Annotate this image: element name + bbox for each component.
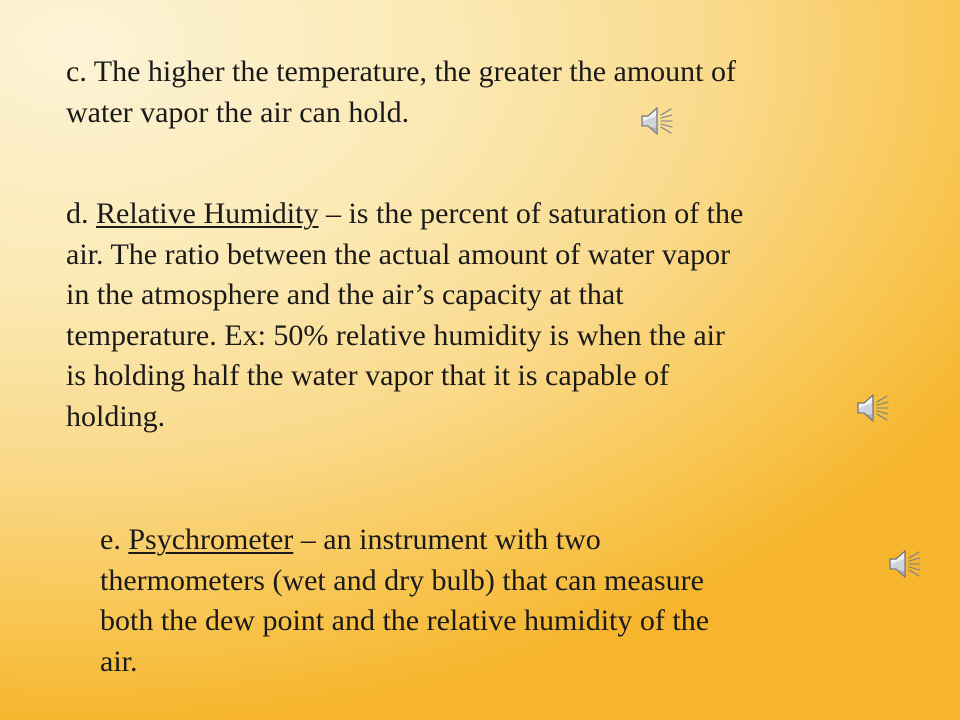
- paragraph-e-line: thermometers (wet and dry bulb) that can measure: [100, 563, 704, 597]
- paragraph-d-line: air. The ratio between the actual amount of water vapor: [66, 237, 731, 271]
- paragraph-d-line: in the atmosphere and the air’s capacity at that: [66, 278, 624, 311]
- speaker-sound-icon[interactable]: [886, 547, 922, 581]
- paragraph-c: [66, 52, 736, 133]
- paragraph-e-prefix: e.: [100, 523, 129, 556]
- paragraph-e-line1-rest: – an instrument with two: [293, 523, 601, 556]
- paragraph-c-line: water vapor the air can hold.: [66, 95, 410, 129]
- speaker-sound-icon[interactable]: [638, 104, 674, 138]
- paragraph-c-line: c. The higher the temperature, the greater the amount of: [66, 55, 736, 88]
- paragraph-e-line: both the dew point and the relative humidity of the: [100, 604, 710, 637]
- term-relative-humidity: Relative Humidity: [96, 197, 319, 230]
- paragraph-d-prefix: d.: [66, 197, 96, 230]
- paragraph-e-line: [100, 520, 709, 561]
- paragraph-d-line: holding.: [66, 399, 166, 433]
- paragraph-d-line: is holding half the water vapor that it is capable of: [66, 359, 670, 392]
- paragraph-e-line: air.: [100, 644, 138, 678]
- paragraph-d: [66, 194, 743, 437]
- term-psychrometer: Psychrometer: [128, 523, 294, 556]
- speaker-sound-icon[interactable]: [854, 391, 890, 425]
- paragraph-d-line1-rest: – is the percent of saturation of the: [318, 197, 744, 230]
- paragraph-d-line: [66, 194, 743, 235]
- paragraph-d-line: temperature. Ex: 50% relative humidity is when the air: [66, 318, 725, 352]
- paragraph-e: [100, 520, 709, 682]
